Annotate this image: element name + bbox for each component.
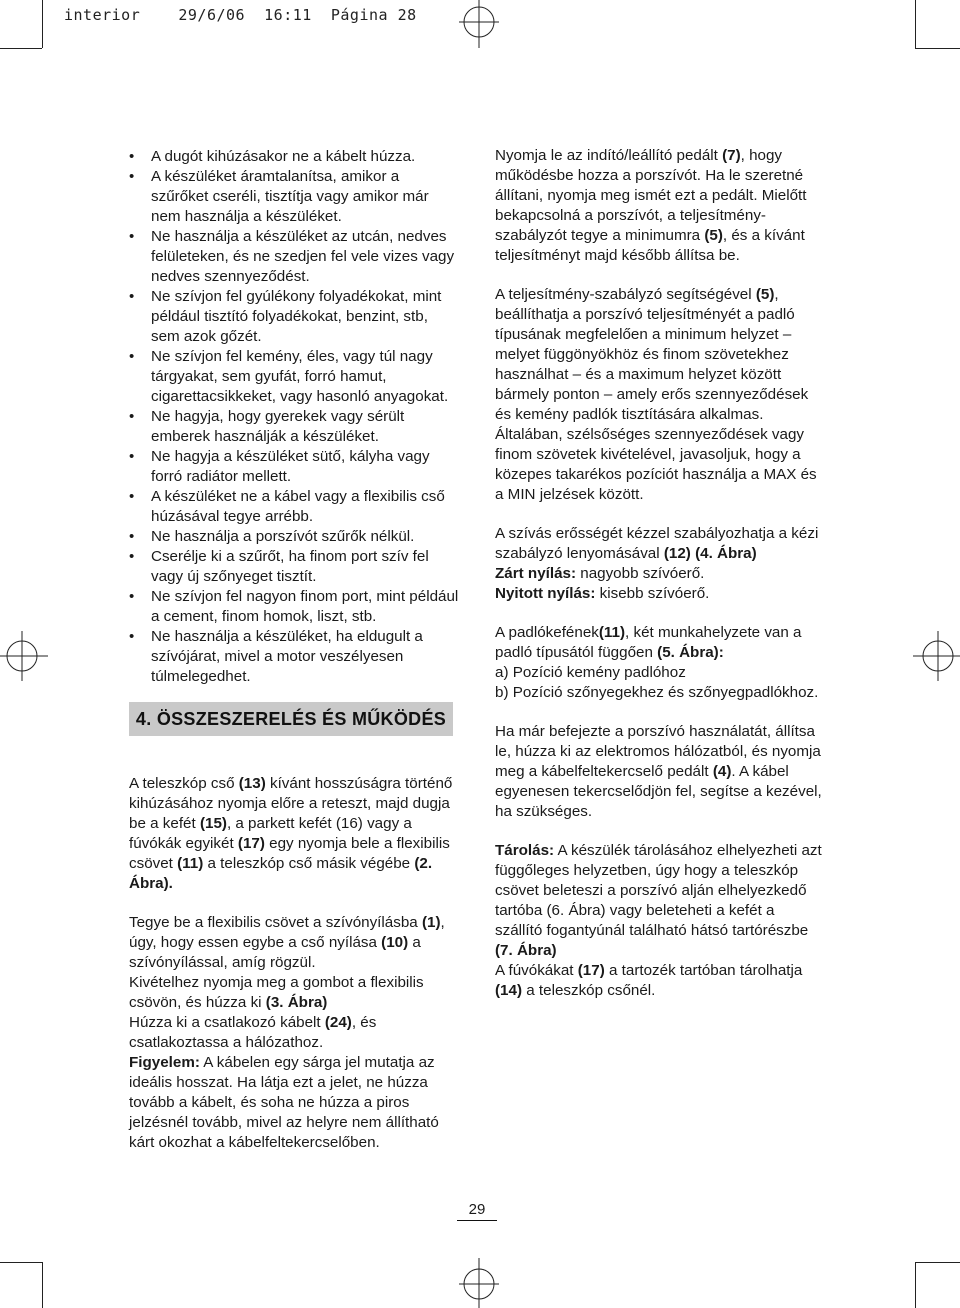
slug-page: Página 28 <box>330 6 417 24</box>
safety-bullet-list <box>129 147 459 687</box>
crop-mark-top-left-h <box>0 48 42 49</box>
floor-brush-paragraph: A padlókefének(11), két munkahelyzete van a padló típusától függően (5. Ábra): a) Pozíció kemény padlóhoz b) Pozíció szőnyegekhez és szőnyegpadlókhoz. <box>495 624 819 701</box>
page-number-underline <box>457 1220 497 1221</box>
storage-paragraph: Tárolás: A készülék tárolásához elhelyezheti azt függőleges helyzetben, úgy hogy a teleszkóp csövet beleteszi a porszívó alján elhelyezkedő tartóba (6. Ábra) vagy beleteheti a kefét a szállító fogantyúnál található hátsó tartórészbe (7. Ábra) A fúvókákat (17) a tartozék tartóban tárolhatja (14) a teleszkóp csőnél. <box>495 842 822 999</box>
assembly-paragraph: A teleszkóp cső (13) kívánt hosszúságra történő kihúzásához nyomja előre a reteszt, majd dugja be a kefét (15), a parkett kefét (16) vagy a fúvókák egyikét (17) egy nyomja bele a flexibilis csövet (11) a teleszkóp cső másik végébe (2. Ábra). <box>129 775 453 892</box>
suction-paragraph: A szívás erősségét kézzel szabályozhatja a kézi szabályzó lenyomásával (12) (4. Ábra) Zárt nyílás: nagyobb szívóerő. Nyitott nyílás: kisebb szívóerő. <box>495 525 819 602</box>
left-column <box>129 147 459 1153</box>
list-item: • Ne használja a porszívót szűrők nélkül. <box>129 527 459 547</box>
registration-mark-bottom-icon <box>459 1258 499 1308</box>
registration-mark-top-icon <box>459 0 499 48</box>
list-item: • Ne használja a készüléket, ha eldugult a szívójárat, mivel a motor veszélyesen túlmelegedhet. <box>129 627 459 687</box>
slug-date: 29/6/06 <box>178 6 246 24</box>
right-column <box>495 146 825 1001</box>
crop-mark-top-right-v <box>915 0 916 48</box>
list-item: • Ne szívjon fel gyúlékony folyadékokat, mint például tisztító folyadékokat, benzint, stb, sem azok gőzét. <box>129 287 459 347</box>
crop-mark-bottom-left-h <box>0 1262 42 1263</box>
print-slug <box>64 6 417 24</box>
hose-paragraph: Tegye be a flexibilis csövet a szívónyílásba (1), úgy, hogy essen egybe a cső nyílása (10) a szívónyílással, amíg rögzül. Kivételhez nyomja meg a gombot a flexibilis csövön, és húzza ki (3. Ábra) Húzza ki a csatlakozó kábelt (24), és csatlakoztassa a hálózathoz. Figyelem: A kábelen egy sárga jel mutatja az ideális hosszat. Ha látja ezt a jelet, ne húzza tovább a kábelt, és soha ne húzza a piros jelzésnél tovább, mivel az helyre nem állítható kárt okozhat a kábelfeltekercselőben. <box>129 914 445 1151</box>
section-heading <box>129 702 453 736</box>
slug-time: 16:11 <box>264 6 312 24</box>
list-item: • Ne használja a készüléket az utcán, nedves felületeken, és ne szedjen fel vele vizes vagy nedves szennyeződést. <box>129 227 459 287</box>
crop-mark-top-left-v <box>42 0 43 48</box>
list-item: • Ne hagyja, hogy gyerekek vagy sérült emberek használják a készüléket. <box>129 407 459 447</box>
crop-mark-top-right-h <box>915 48 960 49</box>
list-item: • Cserélje ki a szűrőt, ha finom port szív fel vagy új szőnyeget tisztít. <box>129 547 459 587</box>
registration-mark-right-icon <box>913 631 960 681</box>
crop-mark-bottom-right-v <box>915 1262 916 1308</box>
pedal-paragraph: Nyomja le az indító/leállító pedált (7), hogy működésbe hozza a porszívót. Ha le szeretné állítani, nyomja meg ismét ezt a pedált. Mielőtt bekapcsolná a porszívót, a teljesítmény-szabályzót tegye a minimumra (5), és a kívánt teljesítményt majd később állítsa be. <box>495 147 807 264</box>
finish-paragraph: Ha már befejezte a porszívó használatát, állítsa le, húzza ki az elektromos hálózatból, és nyomja meg a kábelfeltekercselő pedált (4). A kábel egyenesen tekercselődjön fel, segítse a kezével, ha szükséges. <box>495 723 822 820</box>
page-number: 29 <box>468 1201 486 1218</box>
crop-mark-bottom-right-h <box>915 1262 960 1263</box>
list-item: • A készüléket áramtalanítsa, amikor a szűrőket cseréli, tisztítja vagy amikor már nem használja a készüléket. <box>129 167 459 227</box>
list-item: • Ne szívjon fel nagyon finom port, mint például a cement, finom homok, liszt, stb. <box>129 587 459 627</box>
power-regulator-paragraph: A teljesítmény-szabályzó segítségével (5), beállíthatja a porszívó teljesítményét a padló típusának megfelelően a minimum helyzet – melyet függönyökhöz és finom szövetekhez használhat – és a maximum helyzet között bármely ponton – amely erős szennyeződések és kemény padlók tisztítására alkalmas. Általában, szélsőséges szennyeződések vagy finom szövetek kivételével, javasoljuk, hogy a közepes takarékos pozíciót használja a MAX és a MIN jelzések között. <box>495 286 817 503</box>
section-heading-text: 4. ÖSSZESZERELÉS ÉS MŰKÖDÉS <box>135 709 447 729</box>
crop-mark-bottom-left-v <box>42 1262 43 1308</box>
list-item: • A készüléket ne a kábel vagy a flexibilis cső húzásával tegye arrébb. <box>129 487 459 527</box>
slug-file: interior <box>64 6 141 24</box>
list-item: • Ne szívjon fel kemény, éles, vagy túl nagy tárgyakat, sem gyufát, forró hamut, cigarettacsikkeket, vagy hasonló anyagokat. <box>129 347 459 407</box>
list-item: • A dugót kihúzásakor ne a kábelt húzza. <box>129 147 459 167</box>
registration-mark-left-icon <box>0 631 48 681</box>
list-item: • Ne hagyja a készüléket sütő, kályha vagy forró radiátor mellett. <box>129 447 459 487</box>
